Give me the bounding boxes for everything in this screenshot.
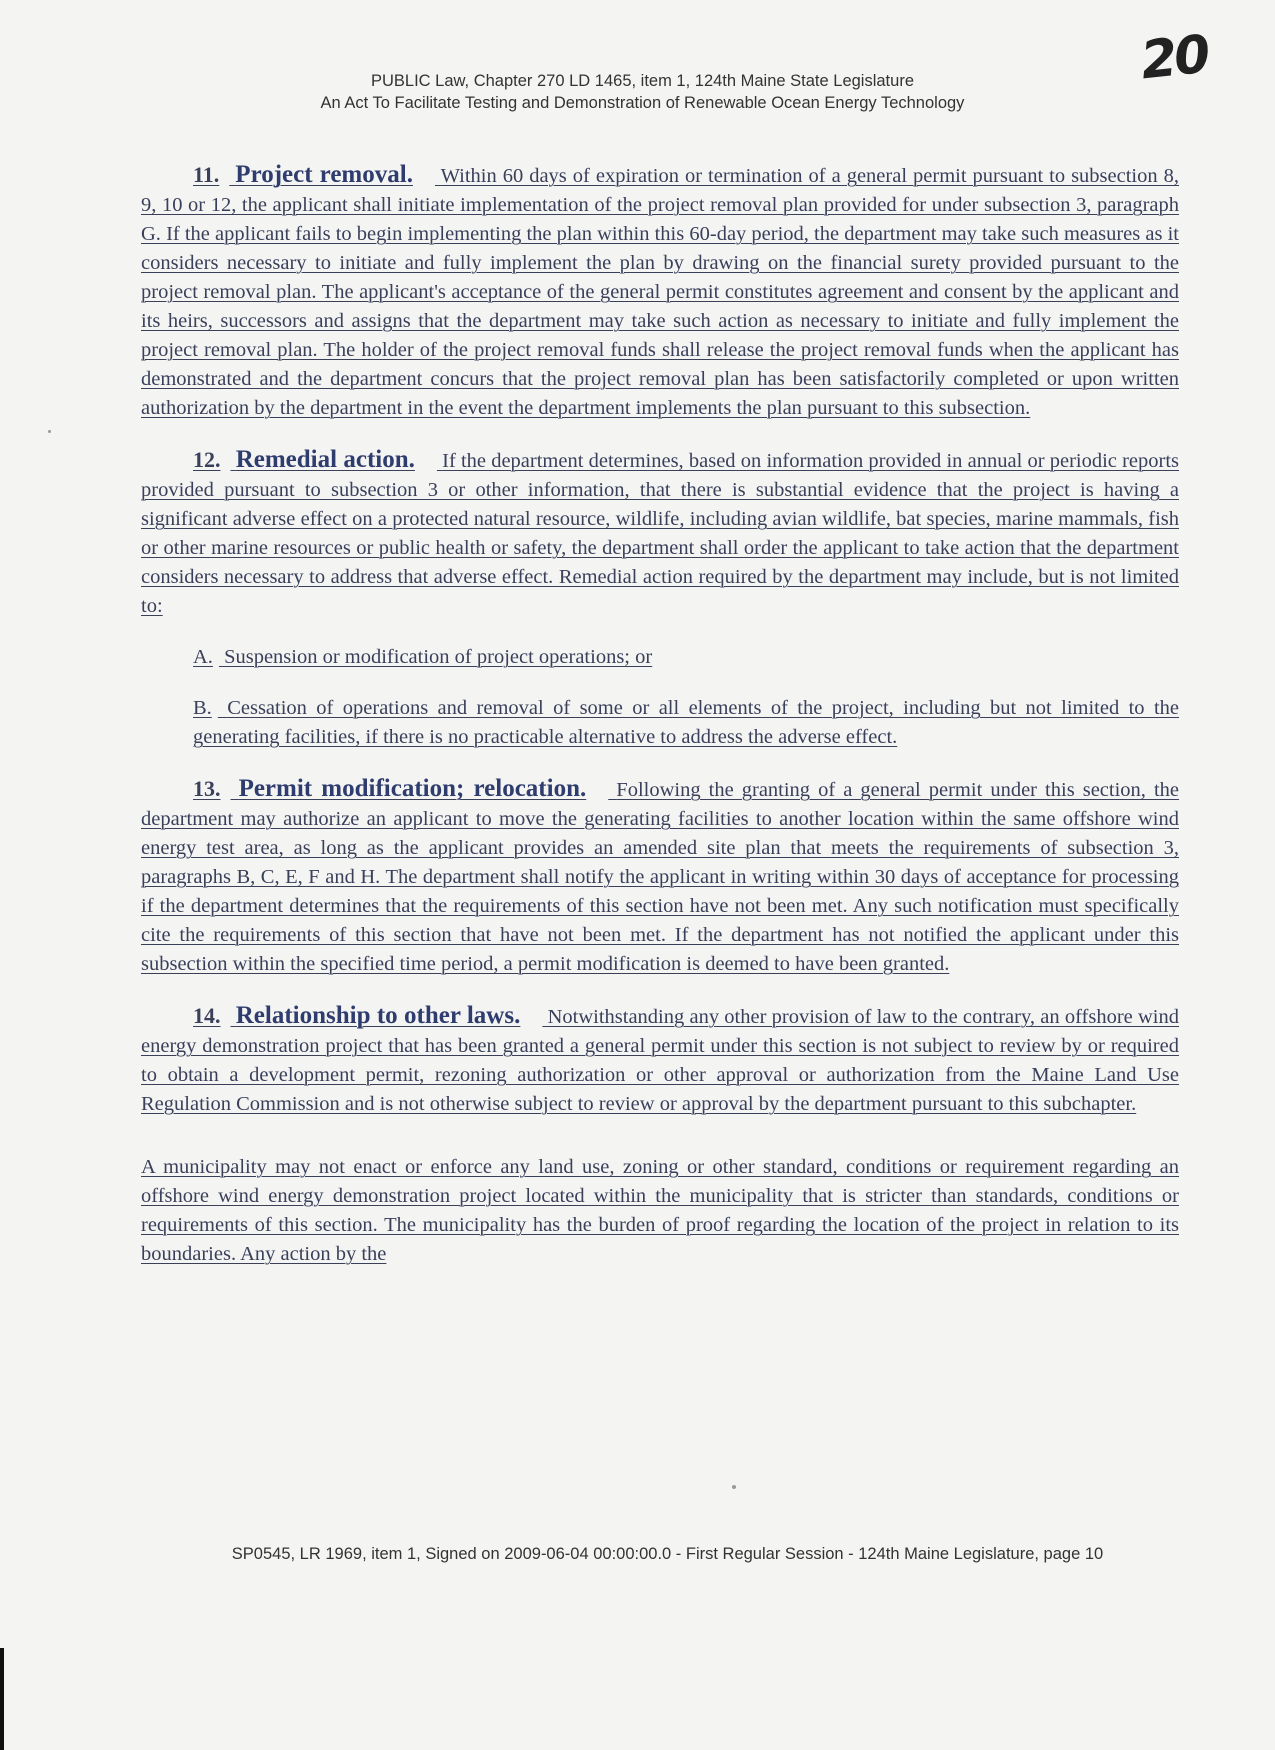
section-number: 11. [193,162,220,187]
section-number: 14. [193,1003,221,1028]
section-12-item-b [193,694,1179,752]
item-text: Cessation of operations and removal of some or all elements of the project, including but not limited to the generating facilities, if there is no practicable alternative to address the adverse effect. [193,697,1179,748]
section-title: Permit modification; relocation. [238,775,587,802]
section-12 [141,445,1179,621]
document-body [141,160,1179,1291]
item-letter: A. [193,646,213,668]
header-act-title: An Act To Facilitate Testing and Demonstration of Renewable Ocean Energy Technology [320,94,965,112]
section-text: Notwithstanding any other provision of law to the contrary, an offshore wind energy demonstration project that has been granted a general permit under this section is not subject to review by or required to obtain a development permit, rezoning authorization or other approval or authorization from the Maine Land Use Regulation Commission and is not otherwise subject to review or approval by the department pursuant to this subchapter. [141,1006,1180,1115]
scan-speck [732,1485,736,1489]
handwritten-page-number: 20 [1137,24,1210,92]
section-title: Project removal. [235,161,413,188]
scan-speck [48,430,51,433]
page-footer [0,1545,1275,1564]
section-11 [141,160,1179,423]
section-12-item-a [193,643,1179,672]
section-13 [141,774,1179,979]
section-14 [141,1001,1179,1119]
header-law-citation: PUBLIC Law, Chapter 270 LD 1465, item 1, 124th Maine State Legislature [371,72,914,90]
section-text: Following the granting of a general permit under this section, the department may authorize an applicant to move the generating facilities to another location within the same offshore wind energy test area, as long as the applicant provides an amended site plan that meets the requirements of subsection 3, paragraphs B, C, E, F and H. The department shall notify the applicant in writing within 30 days of acceptance for processing if the department determines that the requirements of this section have not been met. Any such notification must specifically cite the requirements of this section that have not been met. If the department has not notified the applicant under this subsection within the specified time period, a permit modification is deemed to have been granted. [141,779,1180,975]
item-letter: B. [193,697,212,719]
section-text: If the department determines, based on information provided in annual or periodic reports provided pursuant to subsection 3 or other information, that there is substantial evidence that the project is having a significant adverse effect on a protected natural resource, wildlife, including avian wildlife, bat species, marine mammals, fish or other marine resources or public health or safety, the department shall order the applicant to take action that the department considers necessary to address that adverse effect. Remedial action required by the department may include, but is not limited to: [141,450,1180,617]
section-number: 13. [193,776,221,801]
footer-citation: SP0545, LR 1969, item 1, Signed on 2009-06-04 00:00:00.0 - First Regular Session - 124th Maine Legislature, page 10 [231,1545,1104,1563]
section-title: Relationship to other laws. [235,1002,521,1029]
item-text: Suspension or modification of project operations; or [224,646,653,668]
page-header [0,70,1275,114]
section-text: Within 60 days of expiration or termination of a general permit pursuant to subsection 8, 9, 10 or 12, the applicant shall initiate implementation of the project removal plan provided for under subsection 3, paragraph G. If the applicant fails to begin implementing the plan within this 60-day period, the department may take such measures as it considers necessary to initiate and fully implement the plan by drawing on the financial surety provided pursuant to the project removal plan. The applicant's acceptance of the general permit constitutes agreement and consent by the applicant and its heirs, successors and assigns that the department may take such action as necessary to initiate and fully implement the project removal plan. The holder of the project removal funds shall release the project removal funds when the applicant has demonstrated and the department concurs that the project removal plan has been satisfactorily completed or upon written authorization by the department in the event the department implements the plan pursuant to this subsection. [141,165,1179,419]
section-number: 12. [193,447,221,472]
scan-edge-shadow [0,1648,4,1750]
section-title: Remedial action. [235,446,415,473]
section-14-continuation: A municipality may not enact or enforce any land use, zoning or other standard, conditions or requirement regarding an offshore wind energy demonstration project located within the municipality that is stricter than standards, conditions or requirements of this section. The municipality has the burden of proof regarding the location of the project in relation to its boundaries. Any action by the [141,1156,1179,1265]
